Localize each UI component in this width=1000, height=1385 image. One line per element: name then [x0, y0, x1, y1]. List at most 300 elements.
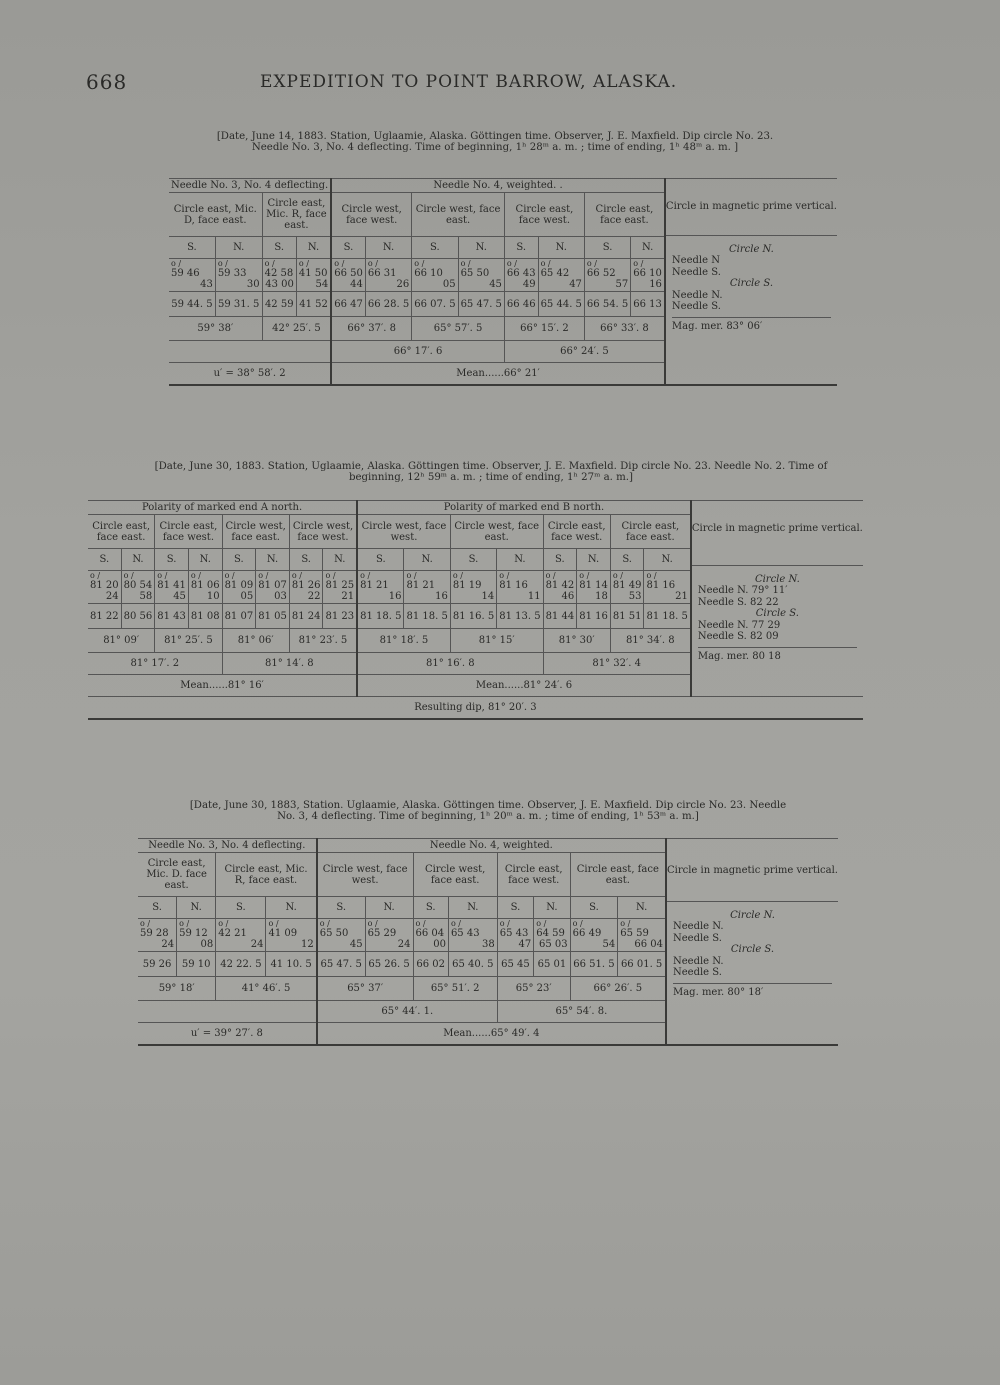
- table3-side-circle-n: Circle N.: [730, 909, 775, 921]
- degree-minute-symbol: o /: [572, 919, 583, 928]
- reading-first: 66 31: [367, 268, 397, 279]
- table1-reading-cell: [584, 259, 630, 292]
- table2-reading-cell: [644, 571, 691, 604]
- reading-second: 05: [240, 591, 254, 602]
- degree-minute-symbol: o /: [506, 259, 517, 268]
- table1-side-needle-n1: Needle N: [671, 255, 720, 266]
- table3-group-left: Needle No. 3, No. 4 deflecting.: [138, 839, 317, 853]
- table2-quad-mean-1: 81° 17′. 2: [88, 653, 222, 675]
- table3-col-6: Circle east, face east.: [570, 853, 666, 897]
- table1-caption: [150, 131, 840, 153]
- table2-pair-mean: 81° 15′: [450, 629, 543, 653]
- reading-second: 16: [649, 279, 662, 290]
- table2-sn-header: S.: [543, 549, 577, 571]
- table3-mean-cell: 41 10. 5: [266, 952, 317, 977]
- table3-group-mean-2: 65° 54′. 8.: [497, 1001, 666, 1023]
- table2-sn-header: S.: [357, 549, 404, 571]
- reading-second: 05: [442, 279, 456, 290]
- table2-reading-cell: [256, 571, 290, 604]
- table1-sn-header: N.: [215, 237, 262, 259]
- reading-first: 41 09: [268, 928, 298, 939]
- table1-pair-mean-6: 66° 33′. 8: [584, 317, 665, 341]
- reading-second: 21: [675, 591, 688, 602]
- degree-minute-symbol: o /: [123, 571, 134, 580]
- table1-caption-line1: [Date, June 14, 1883. Station, Uglaamie, Alaska. Göttingen time. Observer, J. E. Maxfield. Dip circle No. 23.: [216, 131, 774, 142]
- table2-sn-header: S.: [289, 549, 323, 571]
- table1-reading-cell: [412, 259, 458, 292]
- table3-col-4: Circle west, face east.: [413, 853, 497, 897]
- table3-reading-cell: [534, 919, 570, 952]
- reading-second: 22: [307, 591, 321, 602]
- table1-side-circle-s: Circle S.: [729, 278, 774, 289]
- table1-side-needle-s2: Needle S.: [671, 301, 721, 312]
- reading-second: 54: [602, 939, 616, 950]
- table3-reading-cell: [618, 919, 666, 952]
- table3-side-panel: [666, 839, 838, 1045]
- degree-minute-symbol: o /: [360, 571, 371, 580]
- table1-mean-cell: 65 44. 5: [538, 292, 584, 317]
- table2-pair-mean: 81° 06′: [222, 629, 289, 653]
- table3-mean-cell: 65 45: [497, 952, 533, 977]
- table1-sn-header: N.: [365, 237, 411, 259]
- table1-mean-cell: 66 46: [504, 292, 538, 317]
- table2-side-circle-s: Circle S.: [755, 608, 799, 619]
- degree-minute-symbol: o /: [334, 259, 345, 268]
- table1-final-right: Mean......66° 21′: [331, 363, 665, 385]
- degree-minute-symbol: o /: [291, 571, 302, 580]
- table3-group-right: Needle No. 4, weighted.: [317, 839, 666, 853]
- reading-first: 65 50: [460, 268, 490, 279]
- table2-half-mean-2: Mean......81° 24′. 6: [357, 675, 691, 697]
- reading-second: 08: [200, 939, 214, 950]
- table1-pair-mean-2: 42° 25′. 5: [262, 317, 331, 341]
- degree-minute-symbol: o /: [258, 571, 269, 580]
- degree-minute-symbol: o /: [545, 571, 556, 580]
- table1-mean-cell: 59 31. 5: [215, 292, 262, 317]
- degree-minute-symbol: o /: [579, 571, 590, 580]
- table2-caption-line1: [Date, June 30, 1883. Station, Uglaamie, Alaska. Göttingen time. Observer, J. E. Maxfield. Dip circle No. 23. Needle No. 2. Time of: [154, 461, 828, 472]
- table2-sn-header: N.: [323, 549, 357, 571]
- reading-first: 65 43: [450, 928, 480, 939]
- table2-mean-cell: 81 18. 5: [357, 604, 404, 629]
- degree-minute-symbol: o /: [460, 259, 471, 268]
- table3-sn-header: N.: [266, 897, 317, 919]
- table1-col-3: Circle west, face west.: [331, 193, 412, 237]
- table2-mean-cell: 81 51: [610, 604, 644, 629]
- table1-reading-cell: [262, 259, 296, 292]
- table1-mean-cell: 66 28. 5: [365, 292, 411, 317]
- table3-pair-mean-5: 65° 23′: [497, 977, 570, 1001]
- table2-caption: [88, 461, 894, 483]
- degree-minute-symbol: o /: [157, 571, 168, 580]
- reading-second: 65 03: [539, 939, 568, 950]
- table3-side-mag-mer: Mag. mer. 80° 18′: [673, 983, 832, 999]
- table2-col-8: Circle east, face east.: [610, 515, 691, 549]
- reading-second: 54: [315, 279, 329, 290]
- reading-second: 10: [206, 591, 220, 602]
- table2-col-5: Circle west, face west.: [357, 515, 450, 549]
- table3-sn-header: S.: [216, 897, 266, 919]
- table2-side-needle-s2: Needle S. 82 09: [697, 631, 779, 642]
- reading-second: 21: [341, 591, 355, 602]
- degree-minute-symbol: o /: [179, 919, 190, 928]
- reading-second: 58: [139, 591, 153, 602]
- table1-empty-cell: [169, 341, 331, 363]
- table2-mean-cell: 80 56: [121, 604, 155, 629]
- table3-side-needle-n1: Needle N.: [672, 921, 724, 932]
- table1-reading-cell: [215, 259, 262, 292]
- table2-sn-header: N.: [404, 549, 450, 571]
- table2-reading-cell: [450, 571, 496, 604]
- table2-mean-cell: 81 16: [577, 604, 611, 629]
- table2-pair-mean: 81° 09′: [88, 629, 155, 653]
- reading-second: 45: [489, 279, 502, 290]
- table3-sn-header: N.: [448, 897, 497, 919]
- table1-sn-header: S.: [412, 237, 458, 259]
- table1-pair-mean-5: 66° 15′. 2: [504, 317, 584, 341]
- table1-mean-cell: 59 44. 5: [169, 292, 215, 317]
- reading-first: 65 43: [499, 928, 529, 939]
- reading-second: 53: [628, 591, 642, 602]
- table1-group-right: Needle No. 4, weighted. .: [331, 179, 665, 193]
- table2-sn-header: N.: [188, 549, 222, 571]
- degree-minute-symbol: o /: [620, 919, 631, 928]
- table2-sn-header: N.: [577, 549, 611, 571]
- degree-minute-symbol: o /: [224, 571, 235, 580]
- table2-pair-mean: 81° 25′. 5: [155, 629, 222, 653]
- table2-reading-cell: [357, 571, 404, 604]
- degree-minute-symbol: o /: [367, 259, 378, 268]
- degree-minute-symbol: o /: [633, 259, 644, 268]
- reading-second: 16: [435, 591, 448, 602]
- table1-sn-header: N.: [296, 237, 331, 259]
- degree-minute-symbol: o /: [415, 919, 426, 928]
- table1-mean-cell: 66 47: [331, 292, 365, 317]
- reading-first: 65 59: [620, 928, 649, 939]
- table2-caption-line2: beginning, 12ʰ 59ᵐ a. m. ; time of ending, 1ʰ 27ᵐ a. m.]: [348, 472, 634, 483]
- table1-sn-header: N.: [538, 237, 584, 259]
- table1-group-mean-2: 66° 24′. 5: [504, 341, 665, 363]
- degree-minute-symbol: o /: [264, 259, 275, 268]
- reading-second: 66 04: [634, 939, 663, 950]
- table2-resulting-dip: Resulting dip, 81° 20′. 3: [88, 697, 863, 719]
- table1-reading-cell: [631, 259, 665, 292]
- table3-sn-header: N.: [365, 897, 413, 919]
- table3-col-3: Circle west, face west.: [317, 853, 413, 897]
- table2-sn-header: S.: [222, 549, 256, 571]
- table1-mean-cell: 65 47. 5: [458, 292, 504, 317]
- table3-mean-cell: 65 01: [534, 952, 570, 977]
- table3-group-mean-1: 65° 44′. 1.: [317, 1001, 497, 1023]
- reading-first: 59 46: [171, 268, 200, 279]
- table2-side-needle-s1: Needle S. 82 22: [697, 596, 779, 608]
- reading-first: 66 49: [572, 928, 602, 939]
- reading-second: 24: [105, 591, 119, 602]
- degree-minute-symbol: o /: [499, 919, 510, 928]
- table1-mean-cell: 41 52: [296, 292, 331, 317]
- table1-reading-cell: [538, 259, 584, 292]
- reading-first: 80 54: [123, 580, 153, 591]
- table2-reading-cell: [88, 571, 121, 604]
- table1-sn-header: S.: [584, 237, 630, 259]
- reading-second: 26: [396, 279, 410, 290]
- table3-side-needle-s2: Needle S.: [672, 967, 722, 978]
- reading-first: 59 12: [179, 928, 208, 939]
- reading-first: 81 21: [360, 580, 389, 591]
- degree-minute-symbol: o /: [586, 259, 597, 268]
- table2-mean-cell: 81 44: [543, 604, 577, 629]
- table3-reading-cell: [266, 919, 317, 952]
- reading-first: 66 10: [414, 268, 443, 279]
- degree-minute-symbol: o /: [536, 919, 547, 928]
- table2-reading-cell: [323, 571, 357, 604]
- degree-minute-symbol: o /: [140, 919, 151, 928]
- table2-reading-cell: [543, 571, 577, 604]
- reading-second: 24: [250, 939, 264, 950]
- table2-reading-cell: [188, 571, 222, 604]
- reading-first: 65 50: [319, 928, 349, 939]
- table2-col-7: Circle east, face west.: [543, 515, 610, 549]
- table2-dip-observations: [88, 500, 863, 720]
- table3-sn-header: N.: [618, 897, 666, 919]
- table1-col-1: Circle east, Mic. D, face east.: [169, 193, 262, 237]
- reading-first: 66 04: [415, 928, 445, 939]
- table2-group-right: Polarity of marked end B north.: [357, 501, 691, 515]
- table2-pair-mean: 81° 23′. 5: [289, 629, 357, 653]
- table1-caption-line2: Needle No. 3, No. 4 deflecting. Time of beginning, 1ʰ 28ᵐ a. m. ; time of ending, 1ʰ 48ᵐ a. m. ]: [251, 142, 739, 153]
- table3-sn-header: S.: [497, 897, 533, 919]
- table3-sn-header: N.: [534, 897, 570, 919]
- table2-mean-cell: 81 23: [323, 604, 357, 629]
- table1-reading-cell: [365, 259, 411, 292]
- table2-reading-cell: [497, 571, 543, 604]
- reading-second: 24: [161, 939, 175, 950]
- table3-mean-cell: 66 01. 5: [618, 952, 666, 977]
- table2-quad-mean-2: 81° 14′. 8: [222, 653, 357, 675]
- table3-caption-line1: [Date, June 30, 1883, Station. Uglaamie, Alaska. Göttingen time. Observer, J. E. Maxfield. Dip circle No. 23. Needle: [189, 800, 787, 811]
- reading-second: 12: [301, 939, 314, 950]
- table3-reading-cell: [413, 919, 448, 952]
- table1-reading-cell: [458, 259, 504, 292]
- degree-minute-symbol: o /: [367, 919, 378, 928]
- reading-second: 45: [173, 591, 186, 602]
- degree-minute-symbol: o /: [450, 919, 461, 928]
- table3-pair-mean-3: 65° 37′: [317, 977, 413, 1001]
- reading-second: 43 00: [265, 279, 294, 290]
- reading-second: 16: [388, 591, 402, 602]
- reading-first: 81 20: [90, 580, 119, 591]
- table1-col-5: Circle east, face west.: [504, 193, 584, 237]
- table2-half-mean-1: Mean......81° 16′: [88, 675, 357, 697]
- reading-first: 65 42: [540, 268, 570, 279]
- reading-second: 38: [482, 939, 495, 950]
- table1-reading-cell: [331, 259, 365, 292]
- table3-mean-cell: 59 10: [177, 952, 216, 977]
- table1-col-2: Circle east, Mic. R, face east.: [262, 193, 331, 237]
- table3-reading-cell: [216, 919, 266, 952]
- table1-final-left: u′ = 38° 58′. 2: [169, 363, 331, 385]
- table2-mean-cell: 81 13. 5: [497, 604, 543, 629]
- table3-pair-mean-4: 65° 51′. 2: [413, 977, 497, 1001]
- table1-side-panel: [665, 179, 837, 385]
- reading-first: 81 25: [325, 580, 355, 591]
- table2-pair-mean: 81° 18′. 5: [357, 629, 450, 653]
- table1-mean-cell: 66 13: [631, 292, 665, 317]
- table2-reading-cell: [121, 571, 155, 604]
- reading-first: 66 43: [506, 268, 536, 279]
- table1-mean-cell: 66 07. 5: [412, 292, 458, 317]
- table1-side-header: Circle in magnetic prime vertical.: [666, 185, 837, 236]
- table2-reading-cell: [577, 571, 611, 604]
- table2-quad-mean-4: 81° 32′. 4: [543, 653, 691, 675]
- reading-second: 30: [246, 279, 260, 290]
- table3-col-5: Circle east, face west.: [497, 853, 570, 897]
- reading-first: 81 16: [646, 580, 676, 591]
- table1-sn-header: N.: [631, 237, 665, 259]
- table3-final-left: u′ = 39° 27′. 8: [138, 1023, 317, 1045]
- reading-first: 81 42: [545, 580, 575, 591]
- reading-second: 18: [595, 591, 608, 602]
- table1-sn-header: S.: [331, 237, 365, 259]
- reading-second: 03: [274, 591, 287, 602]
- degree-minute-symbol: o /: [646, 571, 657, 580]
- table2-mean-cell: 81 22: [88, 604, 121, 629]
- table2-side-needle-n1: Needle N. 79° 11′: [697, 585, 788, 596]
- reading-second: 57: [615, 279, 629, 290]
- table3-side-needle-s1: Needle S.: [672, 932, 722, 944]
- reading-first: 81 16: [499, 580, 528, 591]
- table3-sn-header: S.: [317, 897, 365, 919]
- reading-second: 24: [397, 939, 411, 950]
- reading-second: 00: [433, 939, 446, 950]
- reading-first: 81 49: [612, 580, 642, 591]
- table2-sn-header: S.: [450, 549, 496, 571]
- table1-col-4: Circle west, face east.: [412, 193, 505, 237]
- table2-reading-cell: [610, 571, 644, 604]
- table3-final-right: Mean......65° 49′. 4: [317, 1023, 666, 1045]
- table3-mean-cell: 66 51. 5: [570, 952, 618, 977]
- table1-side-needle-n2: Needle N.: [671, 289, 723, 301]
- table1-reading-cell: [504, 259, 538, 292]
- table1-sn-header: S.: [262, 237, 296, 259]
- table3-sn-header: S.: [138, 897, 177, 919]
- table3-reading-cell: [365, 919, 413, 952]
- degree-minute-symbol: o /: [540, 259, 551, 268]
- degree-minute-symbol: o /: [90, 571, 101, 580]
- table3-pair-mean-2: 41° 46′. 5: [216, 977, 317, 1001]
- reading-first: 64 59: [536, 928, 565, 939]
- table2-sn-header: N.: [121, 549, 155, 571]
- table1-pair-mean-4: 65° 57′. 5: [412, 317, 505, 341]
- table2-group-left: Polarity of marked end A north.: [88, 501, 357, 515]
- table2-reading-cell: [222, 571, 256, 604]
- reading-second: 45: [349, 939, 363, 950]
- table2-mean-cell: 81 16. 5: [450, 604, 496, 629]
- degree-minute-symbol: o /: [218, 919, 229, 928]
- table1-group-mean-1: 66° 17′. 6: [331, 341, 504, 363]
- table3-mean-cell: 42 22. 5: [216, 952, 266, 977]
- reading-first: 81 26: [291, 580, 321, 591]
- table1-sn-header: N.: [458, 237, 504, 259]
- table2-mean-cell: 81 18. 5: [644, 604, 691, 629]
- table2-side-header: Circle in magnetic prime vertical.: [692, 507, 863, 566]
- table3-col-2: Circle east, Mic. R, face east.: [216, 853, 317, 897]
- table3-reading-cell: [497, 919, 533, 952]
- reading-first: 81 14: [579, 580, 608, 591]
- reading-first: 66 50: [334, 268, 363, 279]
- reading-first: 81 09: [224, 580, 254, 591]
- table2-reading-cell: [404, 571, 450, 604]
- table3-caption-line2: No. 3, 4 deflecting. Time of beginning, 1ʰ 20ᵐ a. m. ; time of ending, 1ʰ 53ᵐ a. m.]: [277, 811, 699, 822]
- degree-minute-symbol: o /: [171, 259, 182, 268]
- table1-sn-header: S.: [169, 237, 215, 259]
- table3-reading-cell: [317, 919, 365, 952]
- table2-col-2: Circle east, face west.: [155, 515, 222, 549]
- table3-col-1: Circle east, Mic. D. face east.: [138, 853, 216, 897]
- reading-first: 66 52: [586, 268, 616, 279]
- table3-dip-observations: [138, 838, 838, 1046]
- table2-col-1: Circle east, face east.: [88, 515, 155, 549]
- reading-first: 65 29: [367, 928, 397, 939]
- table2-pair-mean: 81° 30′: [543, 629, 610, 653]
- table2-sn-header: S.: [610, 549, 644, 571]
- table2-sn-header: N.: [644, 549, 691, 571]
- table2-col-6: Circle west, face east.: [450, 515, 543, 549]
- degree-minute-symbol: o /: [414, 259, 425, 268]
- table2-mean-cell: 81 05: [256, 604, 290, 629]
- table3-sn-header: S.: [413, 897, 448, 919]
- table1-mean-cell: 42 59: [262, 292, 296, 317]
- table3-side-circle-s: Circle S.: [730, 944, 775, 955]
- reading-first: 66 10: [633, 268, 662, 279]
- degree-minute-symbol: o /: [452, 571, 463, 580]
- reading-second: 47: [569, 279, 582, 290]
- table2-col-4: Circle west, face west.: [289, 515, 357, 549]
- page-heading: EXPEDITION TO POINT BARROW, ALASKA.: [260, 72, 678, 92]
- table2-quad-mean-3: 81° 16′. 8: [357, 653, 543, 675]
- table1-dip-observations: [169, 178, 837, 386]
- table3-mean-cell: 65 40. 5: [448, 952, 497, 977]
- degree-minute-symbol: o /: [612, 571, 623, 580]
- reading-second: 46: [561, 591, 575, 602]
- table2-pair-mean: 81° 34′. 8: [610, 629, 691, 653]
- degree-minute-symbol: o /: [319, 919, 330, 928]
- reading-first: 59 33: [217, 268, 247, 279]
- table2-side-needle-n2: Needle N. 77 29: [697, 619, 781, 631]
- table3-sn-header: N.: [177, 897, 216, 919]
- reading-first: 59 28: [140, 928, 169, 939]
- table1-reading-cell: [169, 259, 215, 292]
- table2-sn-header: S.: [88, 549, 121, 571]
- table3-side-header: Circle in magnetic prime vertical.: [667, 845, 838, 902]
- table3-reading-cell: [177, 919, 216, 952]
- reading-second: 11: [527, 591, 541, 602]
- table3-pair-mean-1: 59° 18′: [138, 977, 216, 1001]
- table2-mean-cell: 81 43: [155, 604, 189, 629]
- degree-minute-symbol: o /: [298, 259, 309, 268]
- table2-sn-header: N.: [256, 549, 290, 571]
- reading-second: 47: [518, 939, 532, 950]
- table2-mean-cell: 81 18. 5: [404, 604, 450, 629]
- table1-pair-mean-3: 66° 37′. 8: [331, 317, 412, 341]
- table3-sn-header: S.: [570, 897, 618, 919]
- table1-mean-cell: 66 54. 5: [584, 292, 630, 317]
- table1-group-left: Needle No. 3, No. 4 deflecting.: [169, 179, 331, 193]
- table2-reading-cell: [289, 571, 323, 604]
- table2-side-mag-mer: Mag. mer. 80 18: [698, 647, 857, 663]
- table1-side-needle-s1: Needle S.: [671, 266, 721, 278]
- table2-mean-cell: 81 07: [222, 604, 256, 629]
